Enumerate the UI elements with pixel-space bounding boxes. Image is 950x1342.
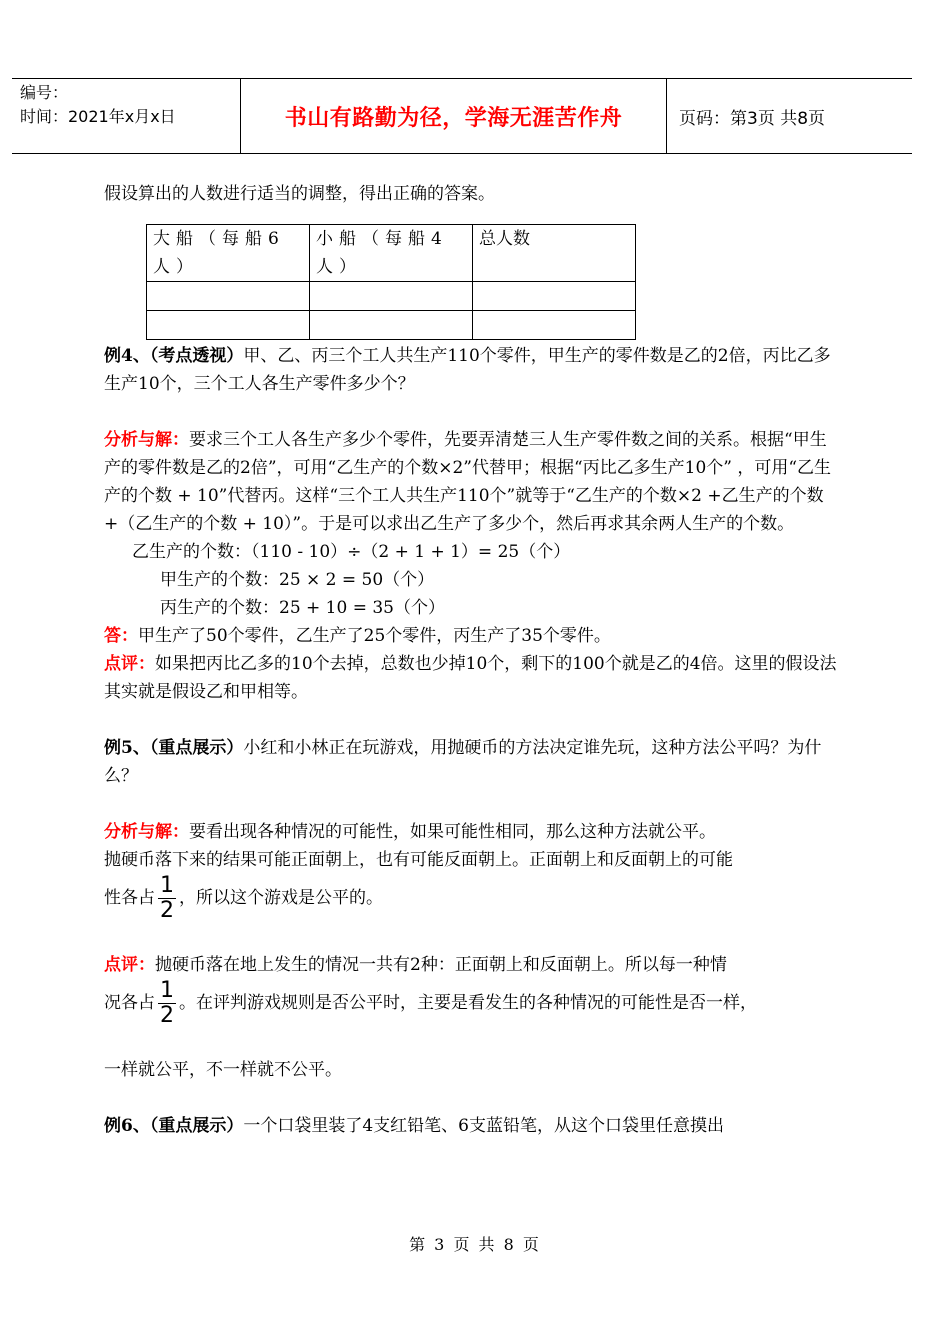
header-page-info: 页码：第3页 共8页 (679, 108, 826, 129)
example6-question (104, 1112, 839, 1140)
table-cell (147, 311, 310, 340)
code-label: 编号： (20, 83, 69, 102)
calc-jia: 甲生产的个数：25 × 2 = 50（个） (160, 570, 435, 590)
analysis-label: 分析与解： (104, 430, 189, 450)
example4-question (104, 342, 839, 398)
document-body (104, 180, 839, 1140)
analysis-label: 分析与解： (104, 822, 189, 842)
table-header-cell: 小船（每船4人） (310, 225, 473, 282)
boat-table (146, 224, 636, 340)
table-header-row (147, 225, 636, 282)
table-row (147, 311, 636, 340)
table-cell (310, 311, 473, 340)
table-cell (310, 282, 473, 311)
fraction-half (158, 874, 176, 923)
table-cell (473, 311, 636, 340)
example5-analysis-2: 抛硬币落下来的结果可能正面朝上，也有可能反面朝上。正面朝上和反面朝上的可能 (104, 850, 733, 870)
example5-text: 小红和小林正在玩游戏，用抛硬币的方法决定谁先玩，这种方法公平吗？为什么？ (104, 738, 822, 786)
example5-comment (104, 951, 839, 979)
table-header-cell: 总人数 (473, 225, 636, 282)
fraction-half (158, 979, 176, 1028)
fraction-numerator: 1 (160, 978, 174, 1003)
date-label: 时间：2021年x月x日 (20, 107, 176, 126)
fraction-denominator: 2 (160, 898, 174, 923)
example5-analysis (104, 818, 839, 846)
example4-analysis (104, 426, 839, 538)
table-row (147, 282, 636, 311)
analysis-text: 要求三个工人各生产多少个零件，先要弄清楚三人生产零件数之间的关系。根据“甲生产的零件数是乙的2倍”，可用“乙生产的个数×2”代替甲；根据“丙比乙多生产10个” ，可用“乙生产的个数 + 10”代替丙。这样“三个工人共生产110个”就等于“乙生产的个数×2 +乙生产的个数 +（乙生产的个数 + 10）”。于是可以求出乙生产了多少个，然后再求其余两人生产的个数。 (104, 430, 832, 534)
analysis-pre: 性各占 (104, 888, 155, 908)
analysis-text: 要看出现各种情况的可能性，如果可能性相同，那么这种方法就公平。 (189, 822, 716, 842)
table-cell (147, 282, 310, 311)
intro-text: 假设算出的人数进行适当的调整，得出正确的答案。 (104, 184, 495, 204)
comment-pre: 况各占 (104, 993, 155, 1013)
table-cell (473, 282, 636, 311)
calc-yi: 乙生产的个数：（110 - 10）÷（2 + 1 + 1）= 25（个） (132, 542, 571, 562)
comment-label: 点评： (104, 955, 155, 975)
page-header (12, 78, 912, 154)
analysis-post: ，所以这个游戏是公平的。 (179, 888, 383, 908)
example4-comment (104, 650, 839, 706)
example5-comment-3: 一样就公平，不一样就不公平。 (104, 1060, 342, 1080)
example5-question (104, 734, 839, 790)
example6-text: 一个口袋里装了4支红铅笔、6支蓝铅笔，从这个口袋里任意摸出 (243, 1116, 724, 1136)
header-left (12, 79, 241, 153)
comment-post: 。在评判游戏规则是否公平时，主要是看发生的各种情况的可能性是否一样， (179, 993, 757, 1013)
page-footer: 第 3 页 共 8 页 (409, 1235, 541, 1254)
fraction-numerator: 1 (160, 873, 174, 898)
calc-bing: 丙生产的个数：25 + 10 = 35（个） (160, 598, 445, 618)
example5-comment-2 (104, 979, 839, 1028)
comment-label: 点评： (104, 654, 155, 674)
comment-text: 抛硬币落在地上发生的情况一共有2种：正面朝上和反面朝上。所以每一种情 (155, 955, 727, 975)
example5-analysis-3 (104, 874, 839, 923)
example4-answer (104, 622, 839, 650)
fraction-denominator: 2 (160, 1003, 174, 1028)
comment-text: 如果把丙比乙多的10个去掉，总数也少掉10个，剩下的100个就是乙的4倍。这里的假设法其实就是假设乙和甲相等。 (104, 654, 837, 702)
answer-label: 答： (104, 626, 138, 646)
answer-text: 甲生产了50个零件，乙生产了25个零件，丙生产了35个零件。 (138, 626, 611, 646)
example4-label: 例4、（考点透视） (104, 346, 244, 366)
example5-label: 例5、（重点展示） (104, 738, 244, 758)
example6-label: 例6、（重点展示） (104, 1116, 244, 1136)
example4-text: 甲、乙、丙三个工人共生产110个零件，甲生产的零件数是乙的2倍，丙比乙多生产10个，三个工人各生产零件多少个？ (104, 346, 831, 394)
header-motto: 书山有路勤为径，学海无涯苦作舟 (241, 79, 667, 153)
table-header-cell: 大船（每船6人） (147, 225, 310, 282)
